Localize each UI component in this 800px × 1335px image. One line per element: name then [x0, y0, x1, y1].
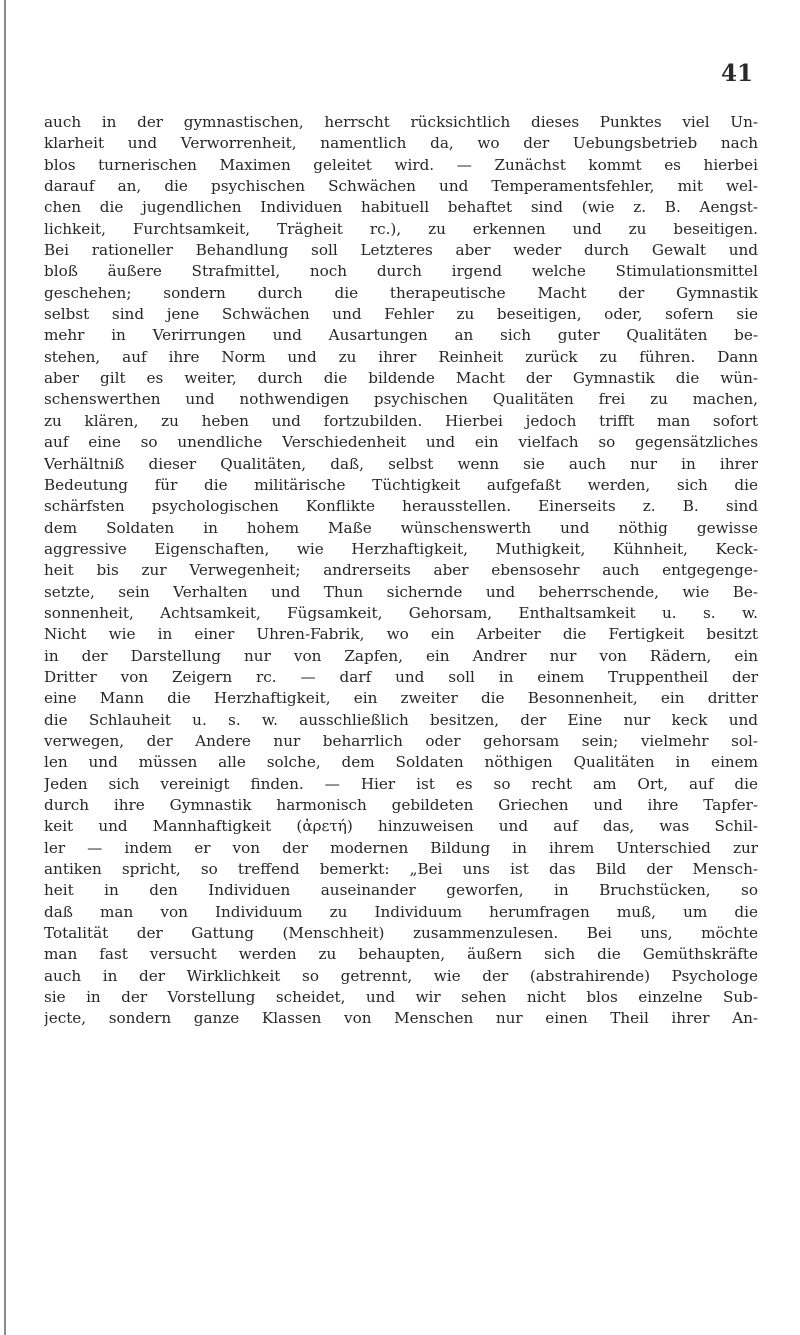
text-line: sie in der Vorstellung scheidet, und wir sehen nicht blos einzelne Sub- [44, 988, 758, 1007]
page-number: 41 [720, 60, 753, 87]
text-line: chen die jugendlichen Individuen habituell behaftet sind (wie z. B. Aengst- [44, 198, 758, 217]
text-line: dem Soldaten in hohem Maße wünschenswerth und nöthig gewisse [44, 518, 758, 537]
text-line: len und müssen alle solche, dem Soldaten nöthigen Qualitäten in einem [44, 753, 758, 772]
text-line: Verhältniß dieser Qualitäten, daß, selbst wenn sie auch nur in ihrer [44, 454, 758, 473]
text-line: darauf an, die psychischen Schwächen und Temperamentsfehler, mit wel- [44, 177, 758, 196]
text-line: aber gilt es weiter, durch die bildende Macht der Gymnastik die wün- [44, 369, 758, 388]
text-line: verwegen, der Andere nur beharrlich oder gehorsam sein; vielmehr sol- [44, 731, 758, 750]
text-line: jecte, sondern ganze Klassen von Menschen nur einen Theil ihrer An- [44, 1009, 758, 1028]
page-edge-rule [4, 0, 6, 1335]
text-line: mehr in Verirrungen und Ausartungen an sich guter Qualitäten be- [44, 326, 758, 345]
text-line: die Schlauheit u. s. w. ausschließlich besitzen, der Eine nur keck und [44, 710, 758, 729]
text-line: selbst sind jene Schwächen und Fehler zu beseitigen, oder, sofern sie [44, 305, 758, 324]
text-line: heit bis zur Verwegenheit; andrerseits aber ebensosehr auch entgegenge- [44, 561, 758, 580]
text-line: Bedeutung für die militärische Tüchtigkeit aufgefaßt werden, sich die [44, 475, 758, 494]
text-line: keit und Mannhaftigkeit (ἀρετή) hinzuweisen und auf das, was Schil- [44, 817, 758, 836]
text-line: schärfsten psychologischen Konflikte herausstellen. Einerseits z. B. sind [44, 497, 758, 516]
body-text [44, 112, 758, 1030]
text-line: sonnenheit, Achtsamkeit, Fügsamkeit, Gehorsam, Enthaltsamkeit u. s. w. [44, 603, 758, 622]
text-line: setzte, sein Verhalten und Thun sichernde und beherrschende, wie Be- [44, 582, 758, 601]
text-line: blos turnerischen Maximen geleitet wird. — Zunächst kommt es hierbei [44, 155, 758, 174]
text-line: auf eine so unendliche Verschiedenheit und ein vielfach so gegensätzliches [44, 433, 758, 452]
text-line: auch in der gymnastischen, herrscht rücksichtlich dieses Punktes viel Un- [44, 113, 758, 131]
text-line: stehen, auf ihre Norm und zu ihrer Reinheit zurück zu führen. Dann [44, 347, 758, 366]
text-line: eine Mann die Herzhaftigkeit, ein zweiter die Besonnenheit, ein dritter [44, 689, 758, 708]
text-line: aggressive Eigenschaften, wie Herzhaftigkeit, Muthigkeit, Kühnheit, Keck- [44, 539, 758, 558]
text-line: daß man von Individuum zu Individuum herumfragen muß, um die [44, 902, 758, 921]
text-line: Bei rationeller Behandlung soll Letzteres aber weder durch Gewalt und [44, 241, 758, 260]
text-line: bloß äußere Strafmittel, noch durch irgend welche Stimulationsmittel [44, 262, 758, 281]
text-line: antiken spricht, so treffend bemerkt: „Bei uns ist das Bild der Mensch- [44, 860, 758, 879]
text-line: lichkeit, Furchtsamkeit, Trägheit rc.), zu erkennen und zu beseitigen. [44, 219, 758, 238]
text-line: heit in den Individuen auseinander geworfen, in Bruchstücken, so [44, 881, 758, 900]
text-line: ler — indem er von der modernen Bildung in ihrem Unterschied zur [44, 838, 758, 857]
text-line: klarheit und Verworrenheit, namentlich da, wo der Uebungsbetrieb nach [44, 134, 758, 153]
text-line: Dritter von Zeigern rc. — darf und soll in einem Truppentheil der [44, 667, 758, 686]
text-line: geschehen; sondern durch die therapeutische Macht der Gymnastik [44, 283, 758, 302]
text-line: man fast versucht werden zu behaupten, äußern sich die Gemüthskräfte [44, 945, 758, 964]
text-line: zu klären, zu heben und fortzubilden. Hierbei jedoch trifft man sofort [44, 411, 758, 430]
text-line: Totalität der Gattung (Menschheit) zusammenzulesen. Bei uns, möchte [44, 924, 758, 943]
text-line: Nicht wie in einer Uhren-Fabrik, wo ein Arbeiter die Fertigkeit besitzt [44, 625, 758, 644]
text-line: auch in der Wirklichkeit so getrennt, wie der (abstrahirende) Psychologe [44, 966, 758, 985]
text-line: schenswerthen und nothwendigen psychischen Qualitäten frei zu machen, [44, 390, 758, 409]
text-line: in der Darstellung nur von Zapfen, ein Andrer nur von Rädern, ein [44, 646, 758, 665]
text-line: durch ihre Gymnastik harmonisch gebildeten Griechen und ihre Tapfer- [44, 796, 758, 814]
text-line: Jeden sich vereinigt finden. — Hier ist es so recht am Ort, auf die [44, 774, 758, 793]
